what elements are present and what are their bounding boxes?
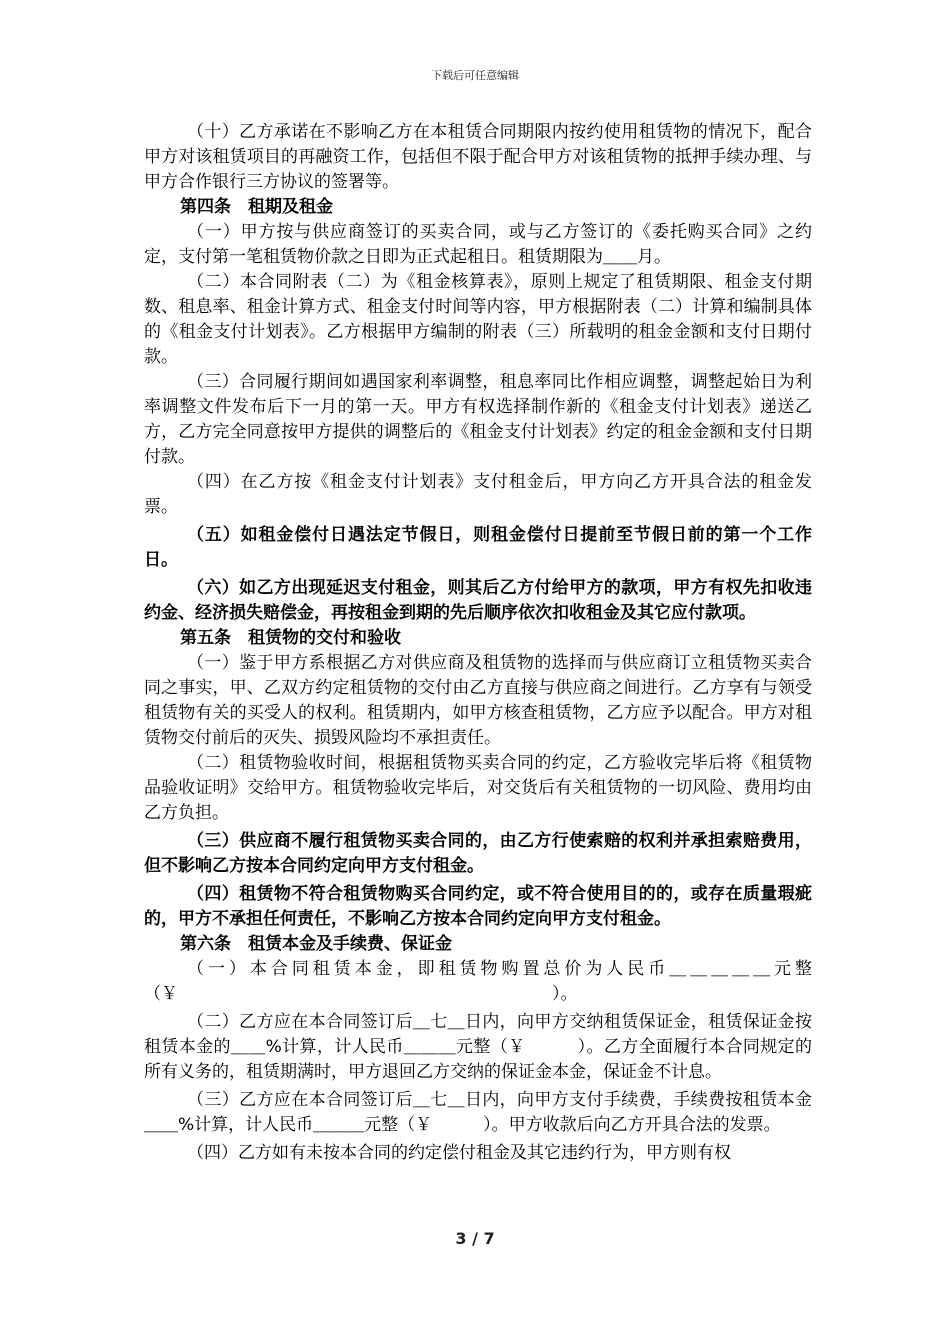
article-5-heading: 第五条 租赁物的交付和验收 (180, 628, 401, 648)
contract-body (144, 120, 812, 1166)
paragraph-5-1: （一）鉴于甲方系根据乙方对供应商及租赁物的选择而与供应商订立租赁物买卖合同之事实，甲、乙双方约定租赁物的交付由乙方直接与供应商之间进行。乙方享有与领受租赁物有关的买受人的权利。租赁期内，如甲方核查租赁物，乙方应予以配合。甲方对租赁物交付前后的灭失、损毁风险均不承担责任。 (144, 653, 812, 748)
paragraph-4-4: （四）在乙方按《租金支付计划表》支付租金后，甲方向乙方开具合法的租金发票。 (144, 472, 812, 517)
article-6-heading: 第六条 租赁本金及手续费、保证金 (180, 934, 452, 954)
article-4-heading: 第四条 租期及租金 (180, 197, 333, 217)
paragraph-5-2: （二）租赁物验收时间，根据租赁物买卖合同的约定，乙方验收完毕后将《租赁物品验收证明》交给甲方。租赁物验收完毕后，对交货后有关租赁物的一切风险、费用均由乙方负担。 (144, 753, 812, 823)
paragraph-10: （十）乙方承诺在不影响乙方在本租赁合同期限内按约使用租赁物的情况下，配合甲方对该租赁项目的再融资工作，包括但不限于配合甲方对该租赁物的抵押手续办理、与甲方合作银行三方协议的签署等。 (144, 122, 812, 192)
paragraph-6-4: （四）乙方如有未按本合同的约定偿付租金及其它违约行为，甲方则有权 (187, 1143, 731, 1163)
paragraph-4-3: （三）合同履行期间如遇国家利率调整，租息率同比作相应调整，调整起始日为利率调整文件发布后下一月的第一天。甲方有权选择制作新的《租金支付计划表》递送乙方，乙方完全同意按甲方提供的调整后的《租金支付计划表》约定的租金金额和支付日期付款。 (144, 372, 812, 467)
paragraph-6-1: （一）本合同租赁本金，即租赁物购置总价为人民币＿＿＿＿＿元整（￥ ）。 (144, 959, 812, 1004)
paragraph-4-1: （一）甲方按与供应商签订的买卖合同，或与乙方签订的《委托购买合同》之约定，支付第一笔租赁物价款之日即为正式起租日。租赁期限为＿＿月。 (144, 222, 812, 267)
paragraph-6-2: （二）乙方应在本合同签订后＿七＿日内，向甲方交纳租赁保证金，租赁保证金按租赁本金的＿＿%计算，计人民币＿＿＿元整（￥ ）。乙方全面履行本合同规定的所有义务的，租赁期满时，甲方退回乙方交纳的保证金本金，保证金不计息。 (144, 1012, 812, 1082)
paragraph-4-6: （六）如乙方出现延迟支付租金，则其后乙方付给甲方的款项，甲方有权先扣收违约金、经济损失赔偿金，再按租金到期的先后顺序依次扣收租金及其它应付款项。 (144, 578, 812, 623)
page-number: 3 / 7 (455, 1229, 495, 1248)
paragraph-5-4: （四）租赁物不符合租赁物购买合同约定，或不符合使用目的的，或存在质量瑕疵的，甲方不承担任何责任，不影响乙方按本合同约定向甲方支付租金。 (144, 884, 812, 929)
paragraph-5-3: （三）供应商不履行租赁物买卖合同的，由乙方行使索赔的权利并承担索赔费用，但不影响乙方按本合同约定向甲方支付租金。 (144, 831, 812, 876)
paragraph-6-3: （三）乙方应在本合同签订后＿七＿日内，向甲方支付手续费，手续费按租赁本金＿＿%计算，计人民币＿＿＿元整（￥ ）。甲方收款后向乙方开具合法的发票。 (144, 1090, 812, 1135)
paragraph-4-5: （五）如租金偿付日遇法定节假日，则租金偿付日提前至节假日前的第一个工作日。 (144, 525, 812, 570)
download-note: 下载后可任意编辑 (431, 69, 519, 82)
paragraph-4-2: （二）本合同附表（二）为《租金核算表》，原则上规定了租赁期限、租金支付期数、租息率、租金计算方式、租金支付时间等内容，甲方根据附表（二）计算和编制具体的《租金支付计划表》。乙方根据甲方编制的附表（三）所载明的租金金额和支付日期付款。 (144, 272, 812, 367)
